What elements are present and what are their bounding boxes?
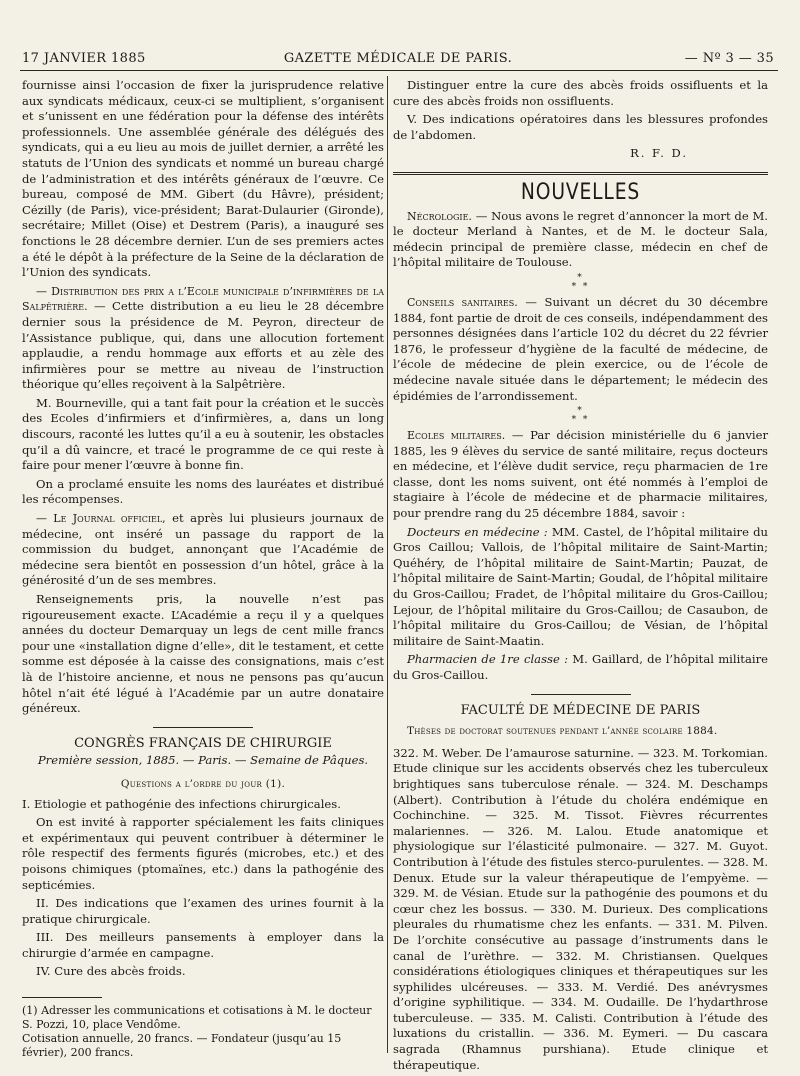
question-5: V. Des indications opératoires dans les blessures profondes de l’abdomen. (393, 112, 768, 142)
journal-body: et après lui plusieurs journaux de médecine, ont inséré un passage du rapport de la commission du budget, annonçant que l’Académie de médecine sera bientôt en possession d’un hôtel, grâce à la générosité d’un de ses membres. (22, 511, 385, 588)
ecoles-body: — Par décision ministérielle du 6 janvier 1885, les 9 élèves du service de santé militaire, reçus docteurs en médecine, et l’élève dudit service, reçu pharmacien de 1re classe, dont les noms suivent, ont été nommés à l’emploi de stagiaire à l’école de médecine et de pharmacie militaires, pour prendre rang du 25 décembre 1884, savoir : (393, 428, 769, 521)
paragraph-necrologie (393, 209, 768, 271)
question-4: IV. Cure des abcès froids. (36, 964, 186, 979)
question-1: I. Etiologie et pathogénie des infections chirurgicales. (22, 796, 341, 811)
header-date: 17 JANVIER 1885 (22, 51, 146, 66)
header-page-number: — Nº 3 — 35 (684, 51, 774, 66)
question-2: II. Des indications que l’examen des urines fournit à la pratique chirurgicale. (22, 896, 384, 926)
footnotes (22, 997, 384, 1060)
necrologie-body: — Nous avons le regret d’annoncer la mort de M. le docteur Merland à Nantes, et de M. le docteur Sala, médecin principal de première classe, médecin en chef de l’hôpital militaire de Toulouse. (393, 208, 768, 270)
right-column (393, 78, 768, 1076)
question-1-detail: On est invité à rapporter spécialement les faits cliniques et expérimentaux qui peuvent contribuer à déterminer le rôle respectif des ferments figurés (microbes, etc.) et des poisons chimiques (ptomaïnes, etc.) dans la pathogénie des septicémies. (22, 815, 384, 892)
asterism-divider: * * * (571, 272, 590, 292)
faculte-title: FACULTÉ DE MÉDECINE DE PARIS (460, 702, 701, 718)
heading-distribution: — Distribution des prix a l’Ecole municipale d’infirmières de la Salpêtrière. (22, 284, 384, 314)
header-rule (20, 70, 778, 71)
paragraph-ecoles (393, 428, 768, 522)
footnote-rule (22, 997, 102, 998)
questions-title: Questions a l’ordre du jour (1). (120, 777, 286, 790)
column-divider (387, 76, 388, 1053)
footnote-2: Cotisation annuelle, 20 francs. — Fondateur (jusqu’au 15 février), 200 francs. (22, 1032, 342, 1059)
paragraph-distribution (22, 284, 384, 393)
nouvelles-heading: NOUVELLES (520, 179, 641, 205)
pharmacien-label: Pharmacien de 1re classe : (407, 652, 568, 667)
heading-necrologie: Nécrologie. (407, 209, 472, 223)
congres-title: CONGRÈS FRANÇAIS DE CHIRURGIE (74, 735, 332, 751)
pharmacien-body: M. Gaillard, de l’hôpital militaire du Gros-Caillou. (393, 652, 768, 682)
paragraph-laureates: On a proclamé ensuite les noms des lauréates et distribué les récompenses. (22, 476, 384, 507)
asterism-divider: * * * (571, 406, 590, 426)
heading-conseils: Conseils sanitaires. (407, 295, 518, 309)
signature: R. F. D. (630, 146, 688, 161)
paragraph-distinguer: Distinguer entre la cure des abcès froids ossifluents et la cure des abcès froids non ossifluents. (393, 78, 768, 108)
paragraph-conseils (393, 295, 768, 404)
header-title: GAZETTE MÉDICALE DE PARIS. (283, 51, 513, 66)
section-rule (531, 694, 631, 695)
theses-title: Thèses de doctorat soutenues pendant l’année scolaire 1884. (407, 725, 718, 738)
theses-list: 322. M. Weber. De l’amaurose saturnine. — 323. M. Torkomian. Etude clinique sur les accidents observés chez les tuberculeux brightiques sans tuberculose rénale. — 324. M. Deschamps (Albert). Contribution à l’étude du choléra endémique en Cochinchine. — 325. M. Tissot. Fièvres récurrentes malariennes. — 326. M. Lalou. Etude anatomique et physiologique sur l’élasticité pulmonaire. — 327. M. Guyot. Contribution à l’étude des fistules sterco-purulentes. — 328. M. Denux. Etude sur la valeur thérapeutique de l’empyème. — 329. M. de Vésian. Etude sur la pathogénie des poumons et du cœur chez les bossus. — 330. M. Durieux. Des complications pleurales du rhumatisme chez les enfants. — 331. M. Pilven. De l’orchite consécutive au passage d’instruments dans le canal de l’urèthre. — 332. M. Christiansen. Quelques considérations étiologiques cliniques et thérapeutiques sur les syphilides ulcéreuses. — 333. M. Verdié. Des anévrysmes d’origine syphilitique. — 334. M. Oudaille. De l’hydarthrose tuberculeuse. — 335. M. Calisti. Contribution à l’étude des luxations du cristallin. — 336. M. Eymeri. — Du cascara sagrada (Rhamnus purshiana). Etude clinique et thérapeutique. (393, 745, 769, 1072)
question-3: III. Des meilleurs pansements à employer dans la chirurgie d’armée en campagne. (22, 930, 384, 960)
congres-subtitle: Première session, 1885. — Paris. — Semaine de Pâques. (37, 753, 369, 768)
conseils-body: — Suivant un décret du 30 décembre 1884, font partie de droit de ces conseils, indépendamment des personnes désignées dans l’article 102 du décret du 22 février 1876, le professeur d’hygiène de la faculté de médecine, de l’école de médecine de plein exercice, ou de l’école de médecine navale située dans le département; le médecin des épidémies de l’arrondissement. (393, 294, 769, 403)
running-header (22, 50, 774, 68)
paragraph-journal (22, 511, 384, 589)
paragraph-docteurs (393, 525, 768, 650)
paragraph-bourneville: M. Bourneville, qui a tant fait pour la création et le succès des Ecoles d’infirmiers et d’infirmières, a, dans un long discours, raconté les luttes qu’il a eu à soutenir, les obstacles qu’il a dû vaincre, et tracé le programme de ce qui reste à faire pour mener l’œuvre à bonne fin. (22, 395, 384, 473)
docteurs-body: MM. Castel, de l’hôpital militaire du Gros Caillou; Vallois, de l’hôpital militaire de Saint-Martin; Quéhéry, de l’hôpital militaire de Saint-Martin; Pauzat, de l’hôpital militaire de Saint-Martin; Goudal, de l’hôpital militaire du Gros-Caillou; Fradet, de l’hôpital militaire du Gros-Caillou; Lejour, de l’hôpital militaire du Gros-Caillou; de Casaubon, de l’hôpital militaire du Gros-Caillou; de Vésian, de l’hôpital militaire de Saint-Maatin. (393, 524, 768, 648)
paragraph-syndicats: fournisse ainsi l’occasion de fixer la jurisprudence relative aux syndicats médicaux, ceux-ci se multiplient, s’organisent et s’unissent en une fédération pour la défense des intérêts professionnels. Une assemblée générale des délégués des syndicats, qui a eu lieu au mois de juillet dernier, a arrêté les statuts de l’Union des syndicats et nommé un bureau chargé de l’administration et des intérêts généraux de l’œuvre. Ce bureau, composé de MM. Gibert (du Hâvre), président; Cézilly (de Paris), vice-président; Barat-Dulaurier (Gironde), secrétaire; Millet (Oise) et Destrem (Paris), a inauguré ses fonctions le 28 décembre dernier. L’un de ses premiers actes a été le dépôt à la préfecture de la Seine de la déclaration de l’Union des syndicats. (22, 78, 384, 280)
paragraph-renseignements: Renseignements pris, la nouvelle n’est pas rigoureusement exacte. L’Académie a reçu il y a quelques années du docteur Demarquay un legs de cent mille francs pour une «installation digne d’elle», dit le testament, et cette somme est déposée à la caisse des consignations, mais c’est là de l’histoire ancienne, et nous ne pensons pas qu’aucun hôtel n’ait été légué à l’Académie par un autre donataire généreux. (22, 592, 384, 716)
docteurs-label: Docteurs en médecine : (407, 524, 548, 539)
distribution-body: — Cette distribution a eu lieu le 28 décembre dernier sous la présidence de M. Peyron, directeur de l’Assistance publique, qui, dans une allocution fortement applaudie, a rendu hommage aux efforts et au zèle des infirmières pour se mettre au niveau de l’instruction théorique qu’elles reçoivent à la Salpêtrière. (22, 299, 384, 392)
footnote-1: (1) Adresser les communications et cotisations à M. le docteur S. Pozzi, 10, place Vendôme. (22, 1004, 372, 1031)
left-column (22, 78, 384, 983)
paragraph-pharmacien (393, 652, 768, 683)
heading-ecoles: Ecoles militaires. (407, 429, 506, 443)
heading-journal: — Le Journal officiel, (36, 512, 166, 526)
section-rule (153, 727, 253, 728)
